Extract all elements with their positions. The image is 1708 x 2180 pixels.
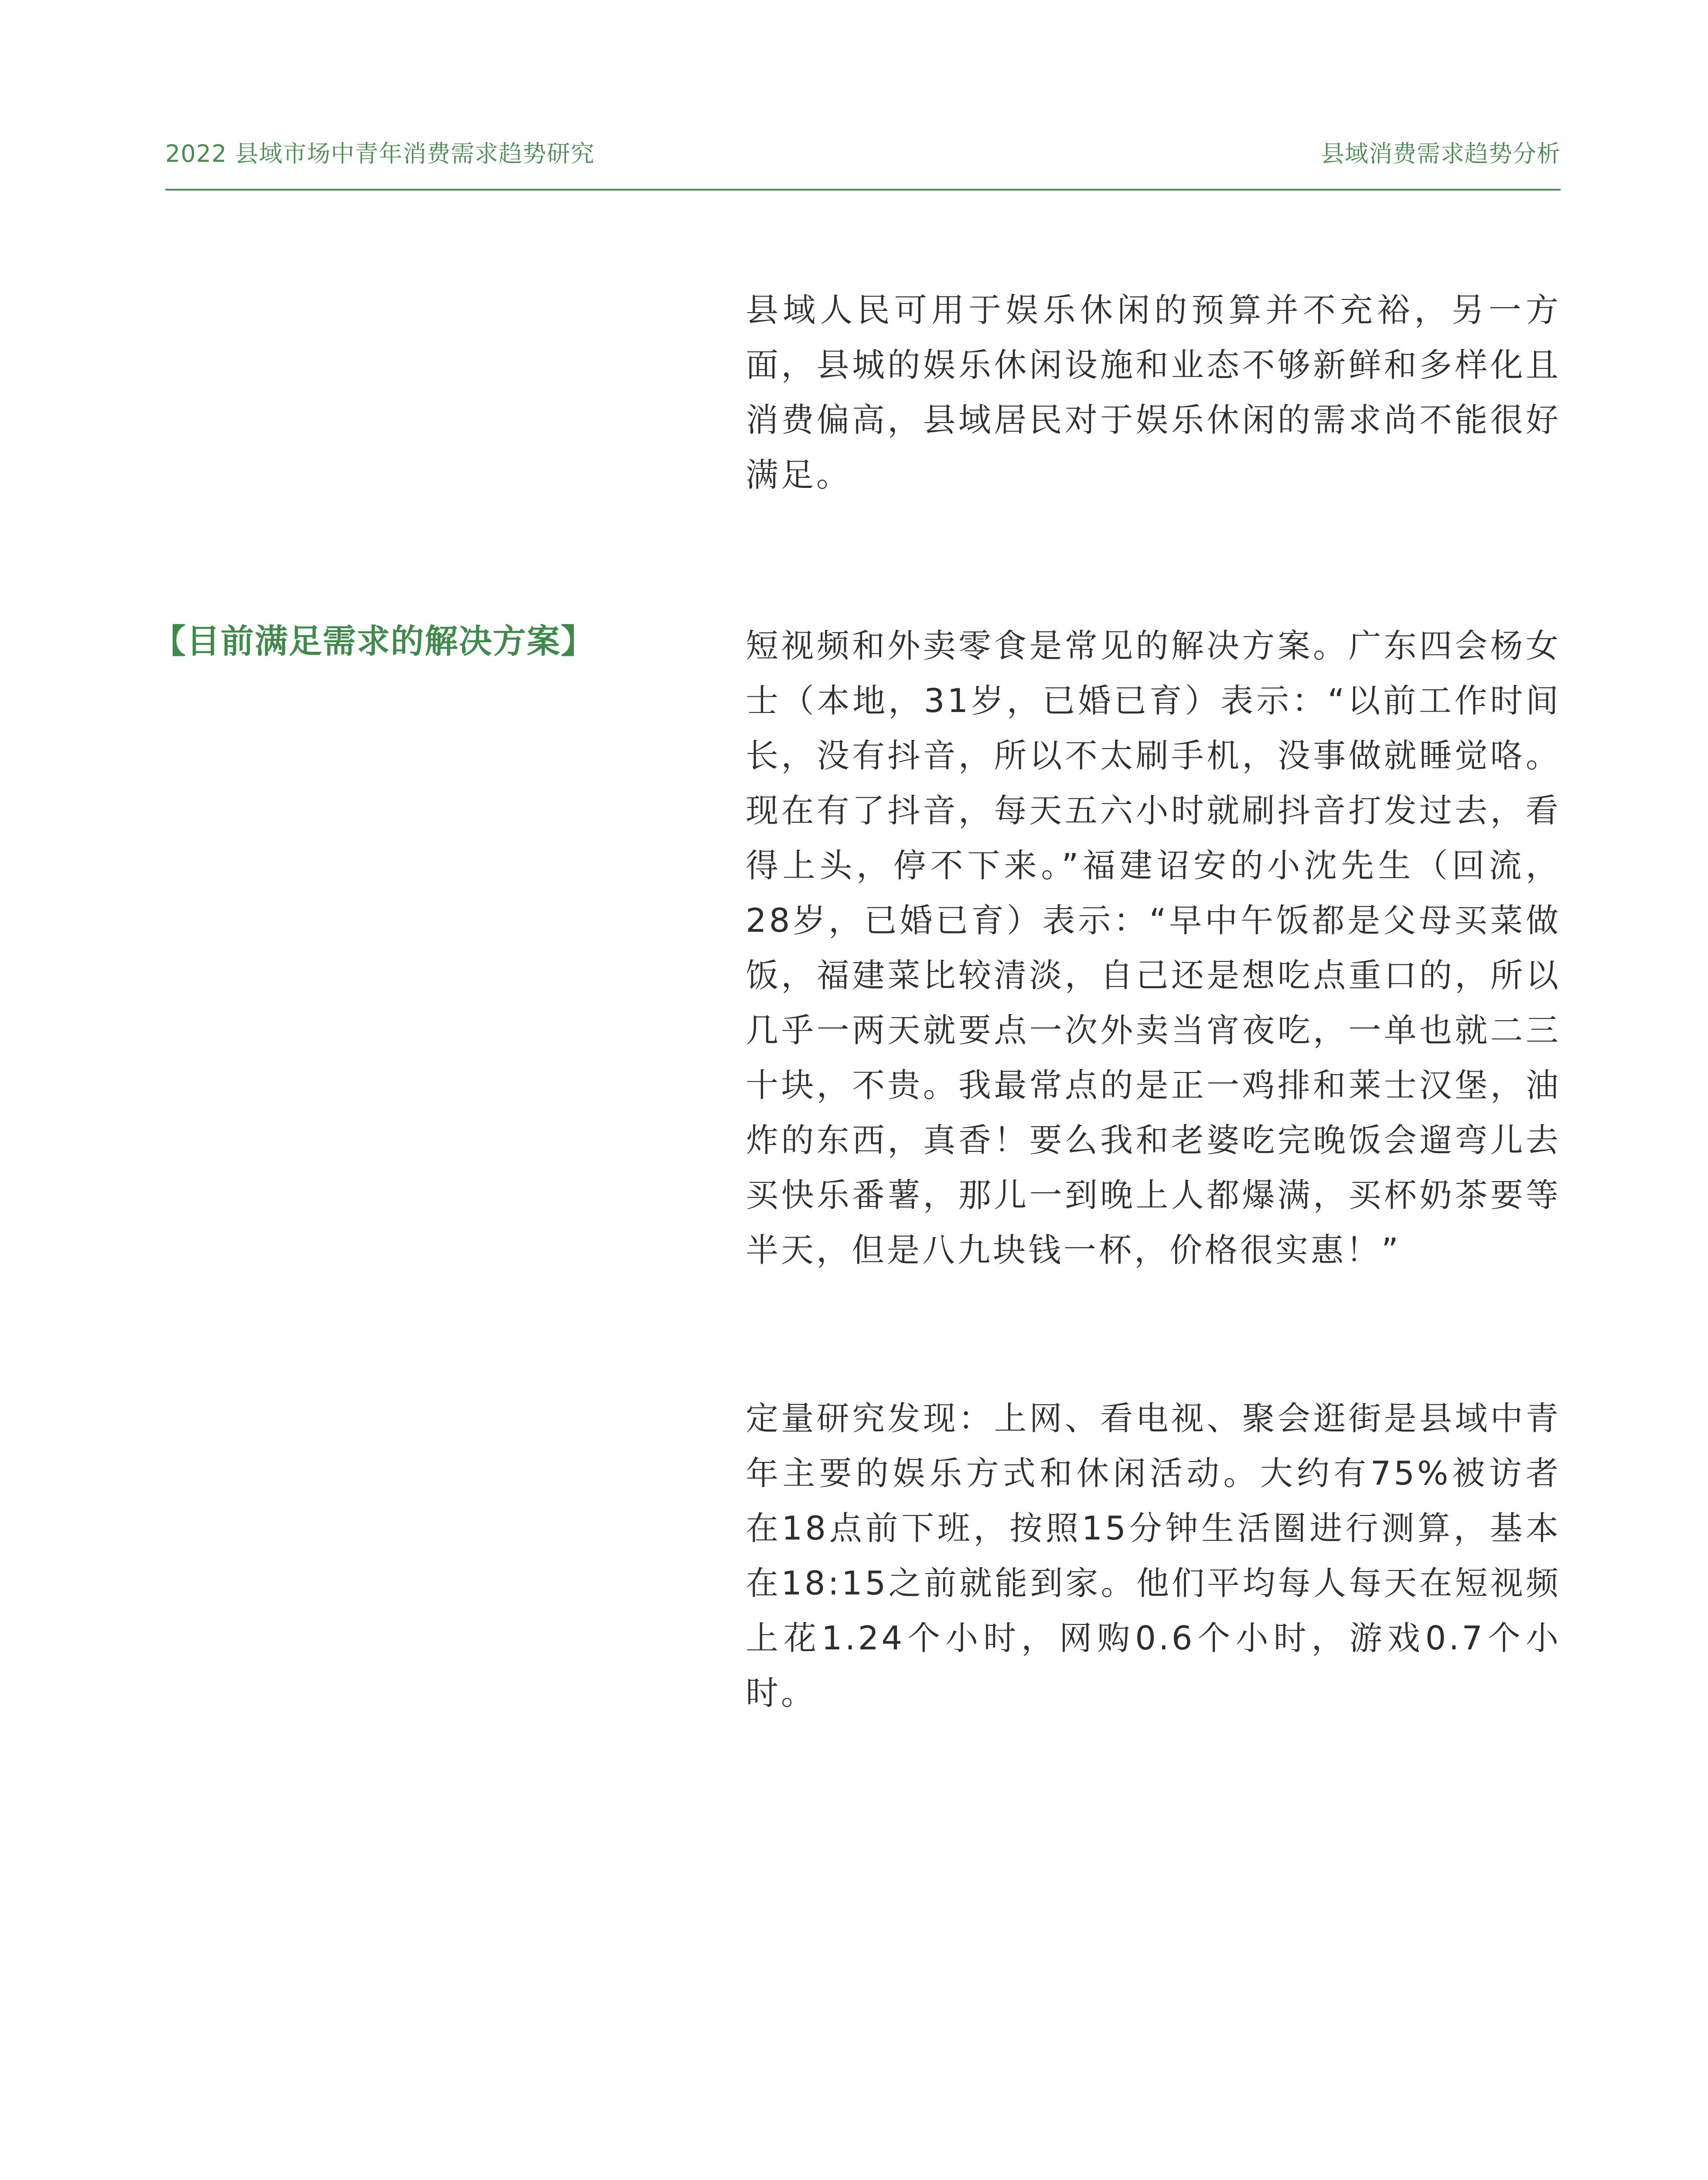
header-divider — [165, 189, 1561, 191]
paragraph-entertainment-budget: 县域人民可用于娱乐休闲的预算并不充裕，另一方面，县城的娱乐休闲设施和业态不够新鲜和多样化且消费偏高，县域居民对于娱乐休闲的需求尚不能很好满足。 — [746, 291, 1561, 494]
header-section-title: 县域消费需求趋势分析 — [1321, 140, 1561, 167]
section-heading-solutions: 【目前满足需求的解决方案】 — [153, 622, 595, 661]
page-header — [165, 131, 1561, 183]
paragraph-quantitative-findings: 定量研究发现：上网、看电视、聚会逛街是县域中青年主要的娱乐方式和休闲活动。大约有75%被访者在18点前下班，按照15分钟生活圈进行测算，基本在18:15之前就能到家。他们平均每人每天在短视频上花1.24个小时，网购0.6个小时，游戏0.7个小时。 — [746, 1399, 1561, 1712]
header-report-title: 2022 县域市场中青年消费需求趋势研究 — [165, 140, 595, 167]
paragraph-short-video-takeout: 短视频和外卖零食是常见的解决方案。广东四会杨女士（本地，31岁，已婚已育）表示：“以前工作时间长，没有抖音，所以不太刷手机，没事做就睡觉咯。现在有了抖音，每天五六小时就刷抖音打发过去，看得上头，停不下来。”福建诏安的小沈先生（回流，28岁，已婚已育）表示：“早中午饭都是父母买菜做饭，福建菜比较清淡，自己还是想吃点重口的，所以几乎一两天就要点一次外卖当宵夜吃，一单也就二三十块，不贵。我最常点的是正一鸡排和莱士汉堡，油炸的东西，真香！要么我和老婆吃完晚饭会遛弯儿去买快乐番薯，那儿一到晚上人都爆满，买杯奶茶要等半天，但是八九块钱一杯，价格很实惠！” — [746, 627, 1561, 1269]
